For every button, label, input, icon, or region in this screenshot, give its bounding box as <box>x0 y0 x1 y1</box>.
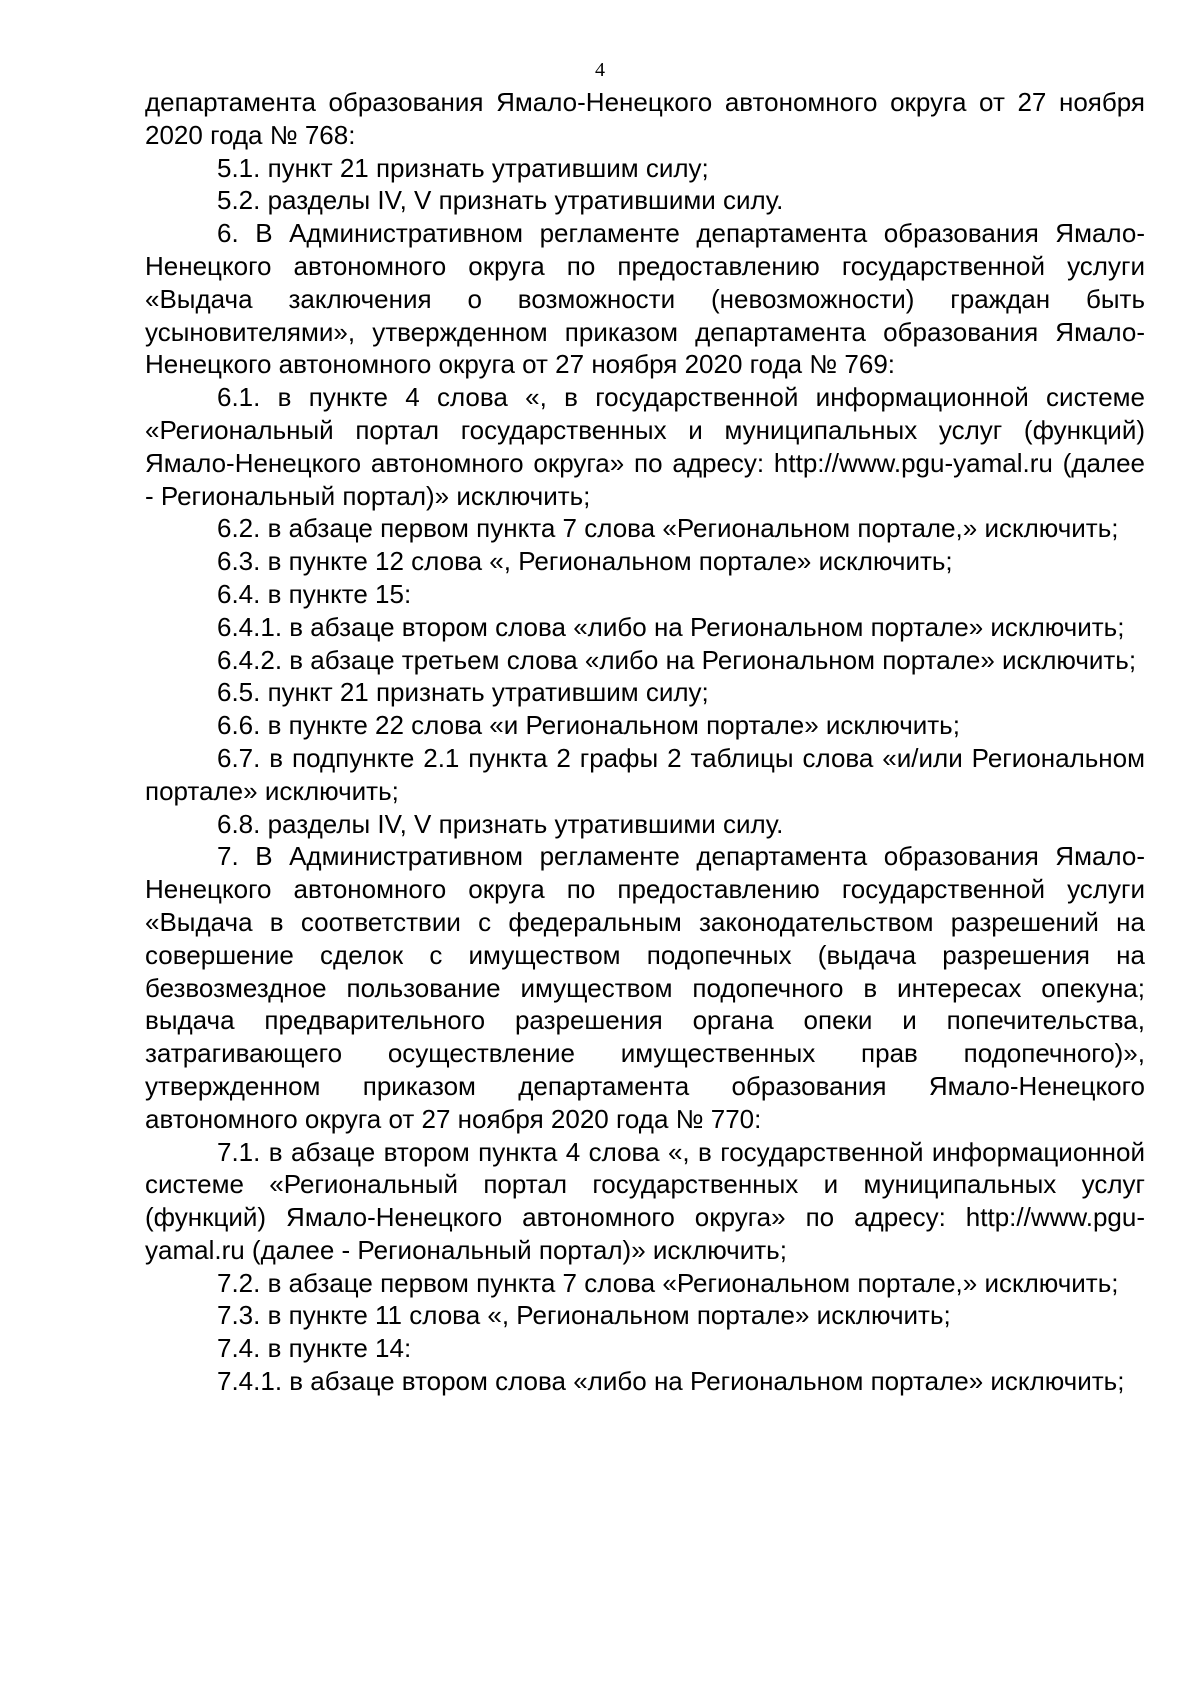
paragraph-6-4-2: 6.4.2. в абзаце третьем слова «либо на Региональном портале» исключить; <box>217 644 1137 675</box>
paragraph-7-4-1: 7.4.1. в абзаце втором слова «либо на Региональном портале» исключить; <box>217 1366 1125 1397</box>
paragraph-continuation: департамента образования Ямало-Ненецкого автономного округа от 27 ноября 2020 года № 768: <box>145 87 1145 150</box>
paragraph-6-8: 6.8. разделы IV, V признать утратившими силу. <box>217 808 784 839</box>
page-number: 4 <box>595 59 605 81</box>
paragraph-6-1: 6.1. в пункте 4 слова «, в государственной информационной системе «Региональный портал государственных и муниципальных услуг (функций) Ямало-Ненецкого автономного округа» по адресу: http://www.pgu-yamal.ru (далее - Региональный портал)» исключить; <box>145 382 1145 511</box>
paragraph-6-4: 6.4. в пункте 15: <box>217 578 412 609</box>
paragraph-6-7: 6.7. в подпункте 2.1 пункта 2 графы 2 таблицы слова «и/или Региональном портале» исключить; <box>145 742 1145 806</box>
paragraph-7-4: 7.4. в пункте 14: <box>217 1333 412 1364</box>
paragraph-7: 7. В Административном регламенте департамента образования Ямало-Ненецкого автономного округа по предоставлению государственной услуги «Выдача в соответствии с федеральным законодательством разрешений на совершение сделок с имуществом подопечных (выдача разрешения на безвозмездное пользование имуществом подопечного в интересах опекуна; выдача предварительного разрешения органа опеки и попечительства, затрагивающего осуществление имущественных прав подопечного)», утвержденном приказом департамента образования Ямало-Ненецкого автономного округа от 27 ноября 2020 года № 770: <box>145 841 1145 1134</box>
paragraph-6-6: 6.6. в пункте 22 слова «и Региональном портале» исключить; <box>217 710 960 741</box>
paragraph-5-2: 5.2. разделы IV, V признать утратившими силу. <box>217 185 784 216</box>
paragraph-6-4-1: 6.4.1. в абзаце втором слова «либо на Региональном портале» исключить; <box>217 611 1125 642</box>
paragraph-6-2: 6.2. в абзаце первом пункта 7 слова «Региональном портале,» исключить; <box>217 513 1119 544</box>
paragraph-7-3: 7.3. в пункте 11 слова «, Региональном портале» исключить; <box>217 1300 951 1331</box>
paragraph-6-5: 6.5. пункт 21 признать утратившим силу; <box>217 677 709 708</box>
document-body <box>145 86 1145 1398</box>
paragraph-7-1: 7.1. в абзаце втором пункта 4 слова «, в государственной информационной системе «Региональный портал государственных и муниципальных услуг (функций) Ямало-Ненецкого автономного округа» по адресу: http://www.pgu-yamal.ru (далее - Региональный портал)» исключить; <box>145 1136 1145 1265</box>
paragraph-5-1: 5.1. пункт 21 признать утратившим силу; <box>217 152 709 183</box>
paragraph-6-3: 6.3. в пункте 12 слова «, Региональном портале» исключить; <box>217 546 953 577</box>
paragraph-7-2: 7.2. в абзаце первом пункта 7 слова «Региональном портале,» исключить; <box>217 1267 1119 1298</box>
paragraph-6: 6. В Административном регламенте департамента образования Ямало-Ненецкого автономного округа по предоставлению государственной услуги «Выдача заключения о возможности (невозможности) граждан быть усыновителями», утвержденном приказом департамента образования Ямало-Ненецкого автономного округа от 27 ноября 2020 года № 769: <box>145 218 1145 380</box>
